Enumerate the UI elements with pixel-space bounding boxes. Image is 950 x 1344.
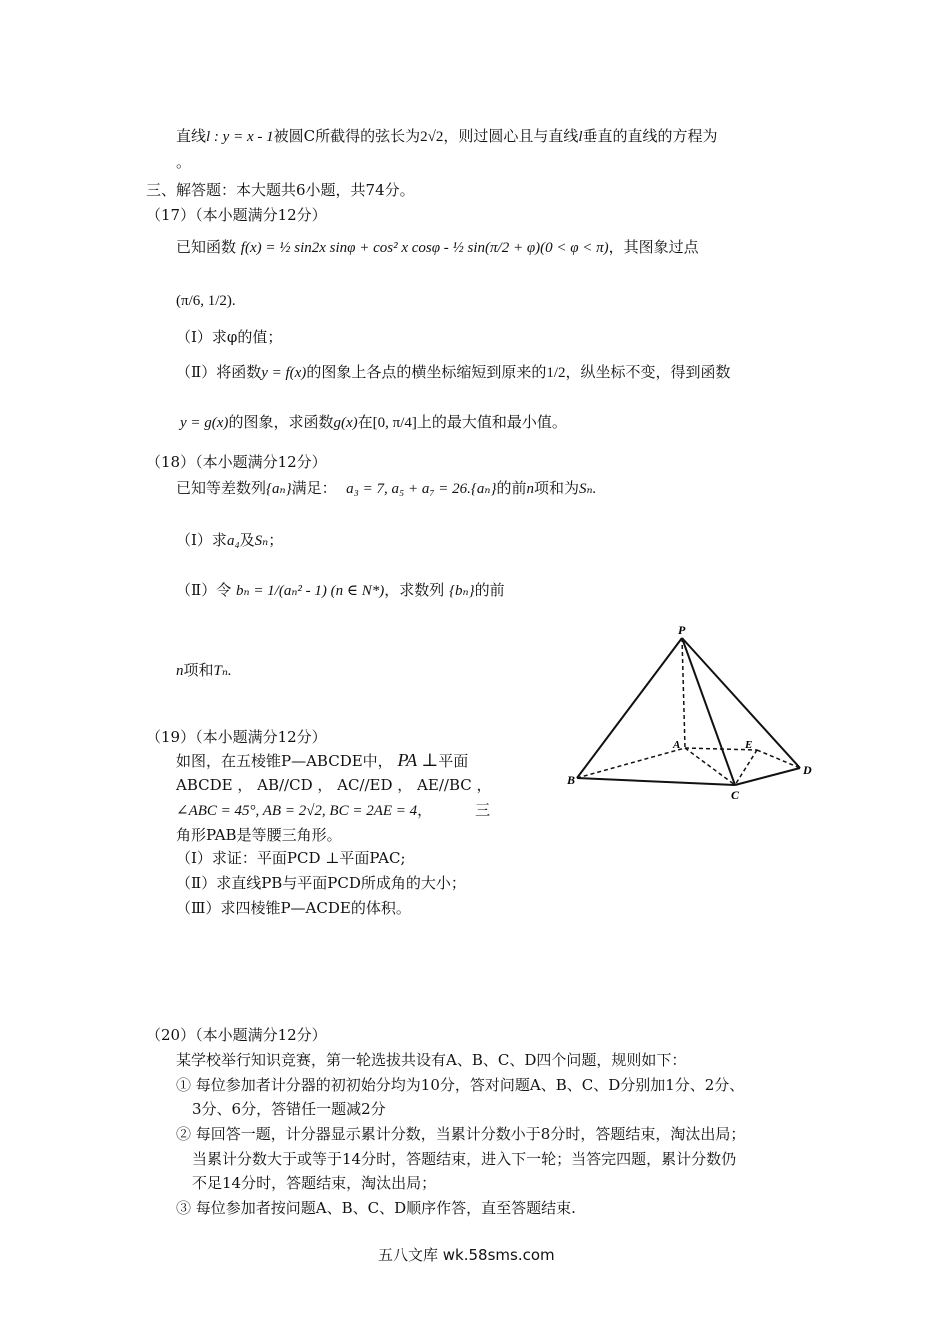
edge-ED xyxy=(757,750,800,768)
q19-part2: （Ⅱ）求直线PB与平面PCD所成角的大小； xyxy=(176,874,466,892)
q17-function: f(x) = ½ sin2x sinφ + cos² x cosφ - ½ sin(π/2 + φ)(0 < φ < π) xyxy=(240,240,609,256)
q17-part2-cont: y = g(x)的图象，求函数g(x)在[0, π/4]上的最大值和最小值。 xyxy=(180,413,567,431)
fill-blank-question: 直线l : y = x - 1被圆C所截得的弦长为2√2，则过圆心且与直线l垂直的直线的方程为 xyxy=(176,127,718,145)
label-P: P xyxy=(678,623,686,637)
chord-length: 2√2 xyxy=(420,129,444,145)
q20-rule2-cont2: 不足14分时，答题结束，淘汰出局； xyxy=(192,1174,437,1192)
q20-rule2: ② 每回答一题，计分器显示累计分数，当累计分数小于8分时，答题结束，淘汰出局； xyxy=(176,1125,746,1143)
label-C: C xyxy=(731,788,740,800)
pyramid-figure xyxy=(565,620,815,800)
q20-rule1: ① 每位参加者计分器的初初始分均为10分，答对问题A、B、C、D分别加1分、2分、 xyxy=(176,1076,745,1094)
label-D: D xyxy=(803,763,812,777)
q17-point: (π/6, 1/2). xyxy=(176,293,236,309)
blank-period: 。 xyxy=(176,153,192,171)
footer-watermark: 五八文库 wk.58sms.com xyxy=(378,1246,555,1264)
label-B: B xyxy=(567,773,576,787)
line-equation: l : y = x - 1 xyxy=(206,129,274,145)
label-E: E xyxy=(745,739,753,751)
q18-part2: （Ⅱ）令 bₙ = 1/(aₙ² - 1) (n ∈ N*)，求数列 {bₙ}的前 xyxy=(176,581,505,599)
q20-rule1-cont: 3分、6分，答错任一题减2分 xyxy=(192,1100,386,1118)
q17-part1: （Ⅰ）求φ的值； xyxy=(176,328,283,346)
edge-PC xyxy=(682,638,735,785)
q19-part1: （Ⅰ）求证：平面PCD ⊥平面PAC; xyxy=(176,849,406,867)
q17-statement: 已知函数 f(x) = ½ sin2x sinφ + cos² x cosφ - ½ sin(π/2 + φ)(0 < φ < π)，其图象过点 xyxy=(176,238,699,256)
q20-rule2-cont1: 当累计分数大于或等于14分时，答题结束，进入下一轮；当答完四题，累计分数仍 xyxy=(192,1150,737,1168)
edge-PA xyxy=(682,638,685,748)
label-A: A xyxy=(673,739,681,751)
section-heading: 三、解答题：本大题共6小题，共74分。 xyxy=(146,181,415,199)
q18-header: （18）（本小题满分12分） xyxy=(146,453,327,471)
q19-line3: ∠ABC = 45°, AB = 2√2, BC = 2AE = 4， 三 xyxy=(176,801,491,819)
q17-part2: （Ⅱ）将函数y = f(x)的图象上各点的横坐标缩短到原来的1/2，纵坐标不变，得到函数 xyxy=(176,363,731,381)
edge-BC xyxy=(577,778,735,785)
q19-part3: （Ⅲ）求四棱锥P—ACDE的体积。 xyxy=(176,899,411,917)
q20-rule3: ③ 每位参加者按问题A、B、C、D顺序作答，直至答题结束. xyxy=(176,1199,576,1217)
q19-line1: 如图，在五棱锥P—ABCDE中， PA ⊥平面 xyxy=(176,750,469,770)
q20-header: （20）（本小题满分12分） xyxy=(146,1026,327,1044)
q18-part1: （Ⅰ）求a₄及Sₙ； xyxy=(176,531,284,549)
q20-intro: 某学校举行知识竞赛，第一轮选拔共设有A、B、C、D四个问题，规则如下： xyxy=(176,1051,687,1069)
q19-line4: 角形PAB是等腰三角形。 xyxy=(176,826,342,844)
q17-header: （17）（本小题满分12分） xyxy=(146,206,327,224)
q19-line2: ABCDE ， AB//CD ， AC//ED ， AE//BC ， xyxy=(176,776,492,794)
q18-part2-cont: n项和Tₙ. xyxy=(176,661,232,679)
q19-header: （19）（本小题满分12分） xyxy=(146,728,327,746)
edge-PB xyxy=(577,638,682,778)
q18-statement: 已知等差数列{aₙ}满足： a₃ = 7, a₅ + a₇ = 26.{aₙ}的前n项和为Sₙ. xyxy=(176,479,597,497)
edge-BA xyxy=(577,748,685,778)
